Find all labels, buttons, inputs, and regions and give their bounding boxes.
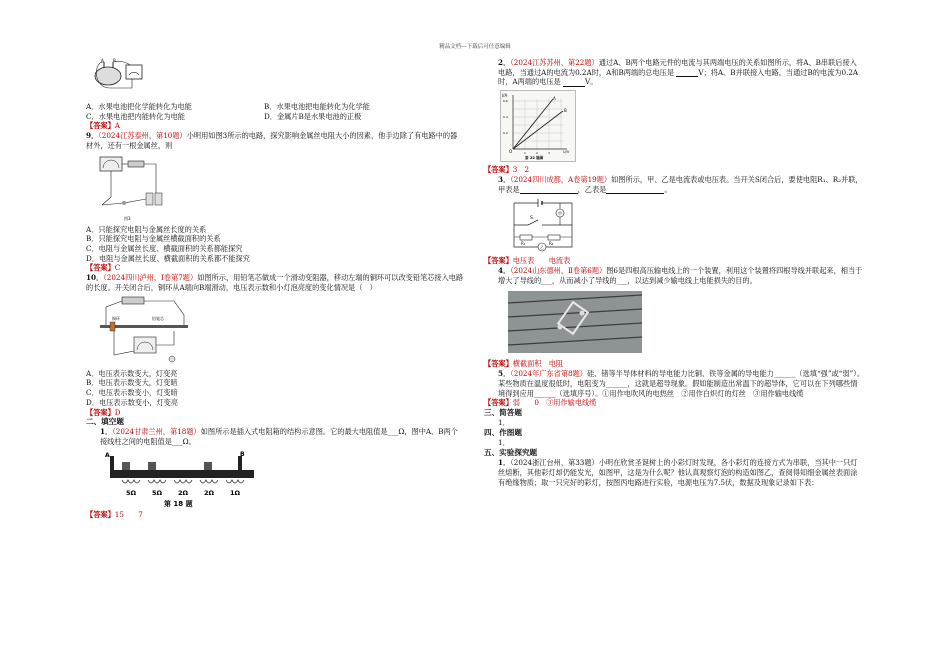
f4-answer: 【答案】横截面积 电阻 <box>484 359 564 369</box>
f1-answer: 【答案】15 7 <box>86 509 143 519</box>
q9-option-b: B．只能探究电阻与金属丝横截面积的关系 <box>86 234 221 244</box>
svg-text:3: 3 <box>548 151 550 156</box>
q9-option-a: A．只能探究电阻与金属丝长度的关系 <box>86 224 207 234</box>
q10-rheostat-figure <box>94 295 194 367</box>
section-fill-blank-title: 二、填空题 <box>86 417 124 427</box>
q10-stem: 10．（2024四川泸州，Ⅰ卷第7题）如图所示，用铅笔芯做成一个滑动变阻器，移动左端的铜环可以改变铅笔芯接入电路的长度。开关闭合后，铜环从A端向B端滑动，电压表示数和小灯泡亮度的变化情况是（ ） <box>86 273 464 292</box>
svg-text:R₁: R₁ <box>521 241 526 247</box>
e1-stem: 1．（2024浙江台州，第33题）小明在欣赏圣诞树上的小彩灯时发现，各小彩灯的连接方式为串联，当其中一只灯丝熔断，其他彩灯却仍能发光，如图甲，这是为什么呢？他认真观察灯泡的构造如图乙，查阅得知细金属丝表面涂有绝缘物质；取一只完好的彩灯，按图丙电路进行实验，电源电压为7.5伏，数据及现象记录如下表： <box>498 458 858 487</box>
left-column <box>86 58 464 520</box>
svg-text:B: B <box>564 108 567 114</box>
section-short-answer-title: 三、简答题 <box>484 408 522 418</box>
q10-answer: 【答案】D <box>86 407 121 417</box>
svg-text:1Ω: 1Ω <box>230 488 241 497</box>
svg-text:5Ω: 5Ω <box>126 488 137 497</box>
q10-option-d: D．电压表示数变小，灯变亮 <box>86 397 179 407</box>
f1-stem: 1．（2024甘肃兰州，第18题）如图所示是插入式电阻箱的结构示意图。它的最大电阻值是___Ω，图中A、B两个接线柱之间的电阻值是___Ω。 <box>100 427 458 447</box>
q9-stem: 9．（2024江苏泰州，第10题）小明用如图3所示的电路，探究影响金属丝电阻大小的因素，他手边除了有电路中的器材外，还有一根金属丝，则 <box>86 131 458 150</box>
q8-option-d: D．金属片B是水果电池的正极 <box>264 111 362 121</box>
svg-text:U/V: U/V <box>563 150 570 155</box>
q10-option-a: A．电压表示数变大，灯变亮 <box>86 368 178 378</box>
svg-text:铜环: 铜环 <box>112 315 120 321</box>
svg-text:第 22 题图: 第 22 题图 <box>525 156 544 161</box>
svg-text:A: A <box>553 96 556 102</box>
svg-text:铅笔芯: 铅笔芯 <box>152 315 164 321</box>
s4-item: 1． <box>498 438 510 448</box>
q9-answer: 【答案】C <box>86 263 121 273</box>
q8-option-a: A．水果电池把化学能转化为电能 <box>86 102 192 111</box>
svg-text:O: O <box>509 149 513 155</box>
section-experiment-title: 五、实验探究题 <box>484 448 538 457</box>
svg-text:5Ω: 5Ω <box>152 488 163 497</box>
f4-stem: 4．（2024山东德州，Ⅱ卷第6题）图6是四根高压输电线上的一个装置，利用这个装置将四根导线并联起来，相当于增大了导线的___，从而减小了导线的___，以达到减少输电线上电能损失的目的。 <box>498 266 863 285</box>
svg-text:I/A: I/A <box>502 93 508 99</box>
f3-circuit-figure <box>508 197 578 253</box>
svg-text:图3: 图3 <box>124 215 131 221</box>
svg-text:0.6: 0.6 <box>503 99 508 104</box>
svg-text:2Ω: 2Ω <box>178 488 189 497</box>
svg-text:第 18 题: 第 18 题 <box>164 499 193 508</box>
f5-stem: 5．（2024年广东省第8题）硅、锗等半导体材料的导电能力比铜、铁等金属的导电能力______（选填“强”或“弱”）。某些物质在温度很低时，电阻变为______，这就是超导现象。假如能制造出常温下的超导体，它可以在下列哪些情境得到应用______（选填序号）。①用作电吹风的电热丝 ②用作白炽灯的灯丝 ③用作输电线缆 <box>498 369 865 398</box>
svg-text:A: A <box>101 58 104 63</box>
q10-option-b: B．电压表示数变大，灯变暗 <box>86 378 178 388</box>
right-column <box>484 58 864 487</box>
f3-answer: 【答案】电压表 电流表 <box>484 256 571 266</box>
iu-graph-figure <box>500 90 576 162</box>
resistance-box-figure <box>102 450 262 508</box>
section-drawing-title: 四、作图题 <box>484 428 522 438</box>
f2-answer: 【答案】3 2 <box>484 165 530 175</box>
svg-text:B: B <box>240 450 245 458</box>
s3-item: 1． <box>498 418 510 428</box>
fruit-battery-figure <box>86 58 146 94</box>
f2-stem: 2．（2024江苏苏州，第22题）通过A、B两个电路元件的电流与其两端电压的关系如图所示，将A、B串联后接入电路，当通过A的电流为0.2A时，A和B两端的总电压是 V；将A、B并联接入电路，当通过B的电流为0.2A时，A两端的电压是 V。 <box>498 58 859 87</box>
svg-text:2Ω: 2Ω <box>204 488 215 497</box>
svg-text:S: S <box>530 216 533 222</box>
q8-option-c: C．水果电池把内能转化为电能 <box>86 111 185 121</box>
q9-circuit-figure <box>94 153 170 223</box>
svg-text:2: 2 <box>536 151 538 156</box>
svg-text:0.2: 0.2 <box>503 131 508 136</box>
f5-answer: 【答案】弱 0 ③用作输电线缆 <box>484 398 597 408</box>
q9-option-d: D．电阻与金属丝长度、横截面积的关系都不能探究 <box>86 253 250 263</box>
svg-text:B: B <box>113 58 116 63</box>
f3-stem: 3．（2024四川成都，A卷第19题）如图所示，甲、乙是电流表或电压表。当开关S闭合后，要使电阻R₁、R₂并联，甲表是 ，乙表是 。 <box>498 174 863 194</box>
q8-answer: 【答案】A <box>86 121 120 131</box>
svg-text:乙: 乙 <box>540 245 544 251</box>
svg-text:1: 1 <box>524 151 526 156</box>
svg-text:A: A <box>105 451 110 459</box>
power-line-photo <box>508 291 642 353</box>
q8-option-b: B．水果电池把电能转化为化学能 <box>264 102 370 111</box>
svg-text:R₂: R₂ <box>549 241 554 247</box>
svg-text:0.4: 0.4 <box>503 115 508 120</box>
q10-option-c: C．电压表示数变小，灯变暗 <box>86 388 178 398</box>
q9-option-c: C．电阻与金属丝长度、横截面积的关系都能探究 <box>86 244 243 254</box>
svg-text:甲: 甲 <box>558 211 562 217</box>
page-header: 精品文档---下载后可任意编辑 <box>439 44 511 50</box>
